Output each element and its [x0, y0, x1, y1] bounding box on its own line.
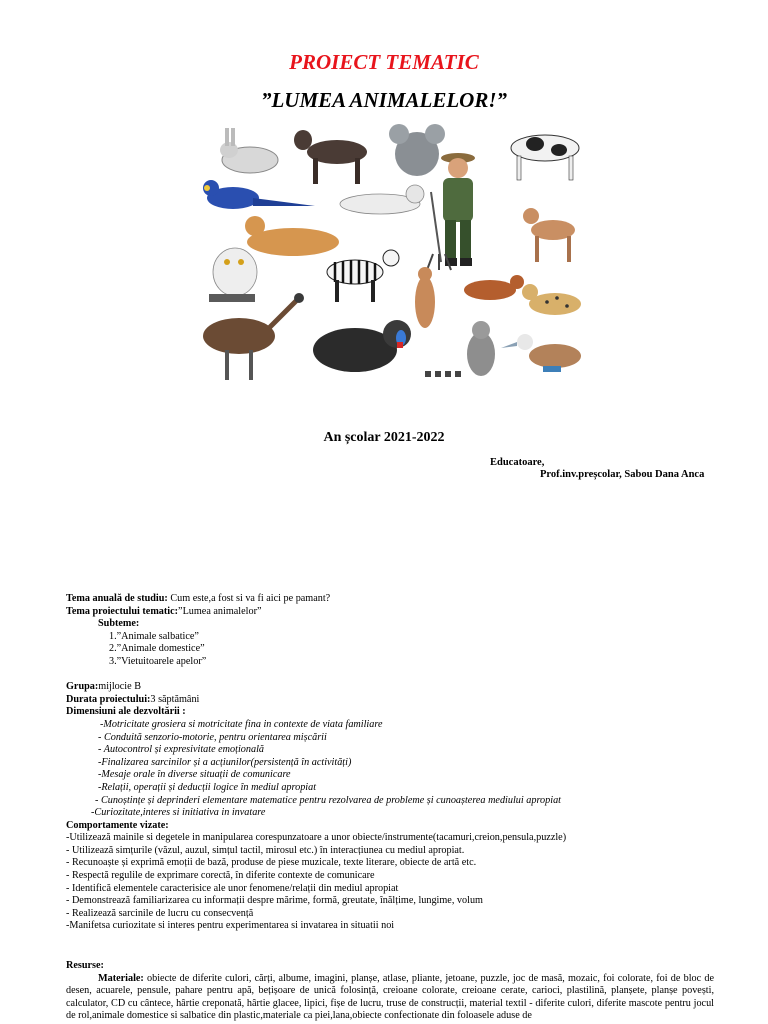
- project-info: [66, 593, 726, 933]
- annual-theme-value: Cum este,a fost si va fi aici pe pamant?: [167, 593, 331, 604]
- dimension-item: -Finalizarea sarcinilor și a acțiunilor(persistență în activități): [98, 756, 352, 768]
- farmer-figure: [427, 153, 475, 270]
- behaviors-label: Comportamente vizate:: [66, 819, 169, 831]
- booby-bird-figure: [501, 334, 581, 372]
- duration-label: Durata proiectului:: [66, 693, 151, 705]
- annual-theme-label: Tema anuală de studiu:: [66, 593, 168, 604]
- behavior-item: - Identifică elementele caracterisice ale unor fenomene/relații din mediul apropiat: [66, 882, 399, 894]
- project-theme-line: [66, 606, 726, 619]
- materials-label: Materiale:: [98, 972, 144, 984]
- behavior-item: - Respectă regulile de exprimare corectă, în diferite contexte de comunicare: [66, 870, 375, 882]
- project-label: PROIECT TEMATIC: [289, 50, 479, 74]
- resources-section: [66, 960, 714, 1023]
- dimension-item: - Conduită senzorio-motorie, pentru orientarea mișcării: [98, 731, 327, 743]
- group-value: mijlocie B: [98, 681, 141, 693]
- project-theme-value: ”Lumea animalelor”: [178, 605, 262, 617]
- fawn-figure: [523, 208, 575, 262]
- duration-line: [66, 694, 726, 707]
- behavior-item: - Utilizează simțurile (văzul, auzul, simțul tactil, mirosul etc.) în interacțiunea cu mediul apropiat.: [66, 844, 465, 856]
- behavior-item: -Utilizează mainile si degetele in manipularea corespunzatoare a unor obiecte/instrumente(tacamuri,creion,pensula,puzzle): [66, 832, 567, 844]
- subthemes-label: Subteme:: [98, 618, 140, 630]
- animal-figurines-image: [195, 122, 593, 388]
- cheetah-cub-figure: [522, 284, 581, 315]
- subtheme-item: 2.”Animale domestice”: [109, 643, 205, 655]
- calf-figure: [511, 135, 579, 180]
- parrot-figure: [203, 180, 315, 209]
- dimensions-label: Dimensiuni ale dezvoltării :: [66, 706, 186, 718]
- dimension-item: -Curiozitate,interes si initiativa in invatare: [91, 807, 266, 819]
- dimension-item: -Mesaje orale în diverse situații de comunicare: [98, 769, 291, 781]
- behavior-item: - Realizează sarcinile de lucru cu consecvență: [66, 907, 254, 919]
- materials-paragraph: [66, 973, 714, 1023]
- cat-figure: [340, 185, 424, 214]
- mandrill-figure: [313, 320, 411, 372]
- dimension-item: - Autocontrol și expresivitate emoțională: [98, 744, 264, 756]
- group-line: [66, 681, 726, 694]
- rodent-figure: [464, 275, 524, 300]
- lying-foal-figure: [245, 216, 339, 256]
- spacer: [66, 669, 726, 682]
- subtheme-item: 1.”Animale salbatice”: [109, 630, 199, 642]
- dimension-item: -Relații, operații și deducții logice în mediul apropiat: [98, 781, 317, 793]
- educator-name: Prof.inv.preșcolar, Sabou Dana Anca: [540, 469, 705, 480]
- project-theme-label: Tema proiectului tematic:: [66, 605, 179, 617]
- foal-figure: [294, 130, 367, 184]
- materials-text: obiecte de diferite culori, cărți, albume, imagini, planșe, atlase, pliante, jetoane, puzzle, joc de masă, mozaic, foi colorate, foi de bloc de desen, acuarele, pensule, pahare pentru apă, bețișoare de unică folosință, creioane colorate, creioane cerate, carioci, plastilină, planșete, planșe povești, calculator, CD cu cântece, hârtie creponată, hârtie glacee, lipici, fișe de lucru, truse de construcții, material textil - diferite culori, diferite mascote pentru jocul de rol,animale domestice si salbatice din plastic,materiale ca piei,lana,obiecte confectionate din foloasele aduse de: [66, 972, 714, 1022]
- meerkat-figure: [415, 267, 435, 328]
- zebra-figure: [327, 250, 399, 302]
- owl-figure: [209, 248, 257, 302]
- group-label: Grupa:: [66, 681, 99, 693]
- emu-figure: [203, 293, 304, 380]
- rabbit-figure: [220, 128, 278, 173]
- raccoon-figure: [425, 321, 495, 376]
- project-title: ”LUMEA ANIMALELOR!”: [260, 88, 508, 112]
- educator-label: Educatoare,: [490, 457, 545, 468]
- subtheme-item: 3.”Vietuitoarele apelor”: [109, 655, 207, 667]
- school-year: An școlar 2021-2022: [323, 430, 445, 445]
- resources-label: Resurse:: [66, 960, 104, 971]
- behavior-item: - Demonstrează familiarizarea cu informații despre mărime, formă, greutate, înălțime, lungime, volum: [66, 895, 483, 907]
- duration-value: 3 săptămâni: [150, 693, 200, 705]
- koala-figure: [389, 124, 445, 176]
- behavior-item: - Recunoaște și exprimă emoții de bază, produse de piese muzicale, texte literare, obiecte de artă etc.: [66, 857, 477, 869]
- annual-theme-line: [66, 593, 726, 606]
- dimension-item: -Motricitate grosiera si motricitate fina in contexte de viata familiare: [100, 718, 383, 730]
- dimension-item: - Cunoștințe și deprinderi elementare matematice pentru rezolvarea de probleme și cunoașterea mediului apropiat: [95, 794, 561, 806]
- behavior-item: -Manifetsa curiozitate si interes pentru experimentarea si invatarea in situatii noi: [66, 920, 395, 932]
